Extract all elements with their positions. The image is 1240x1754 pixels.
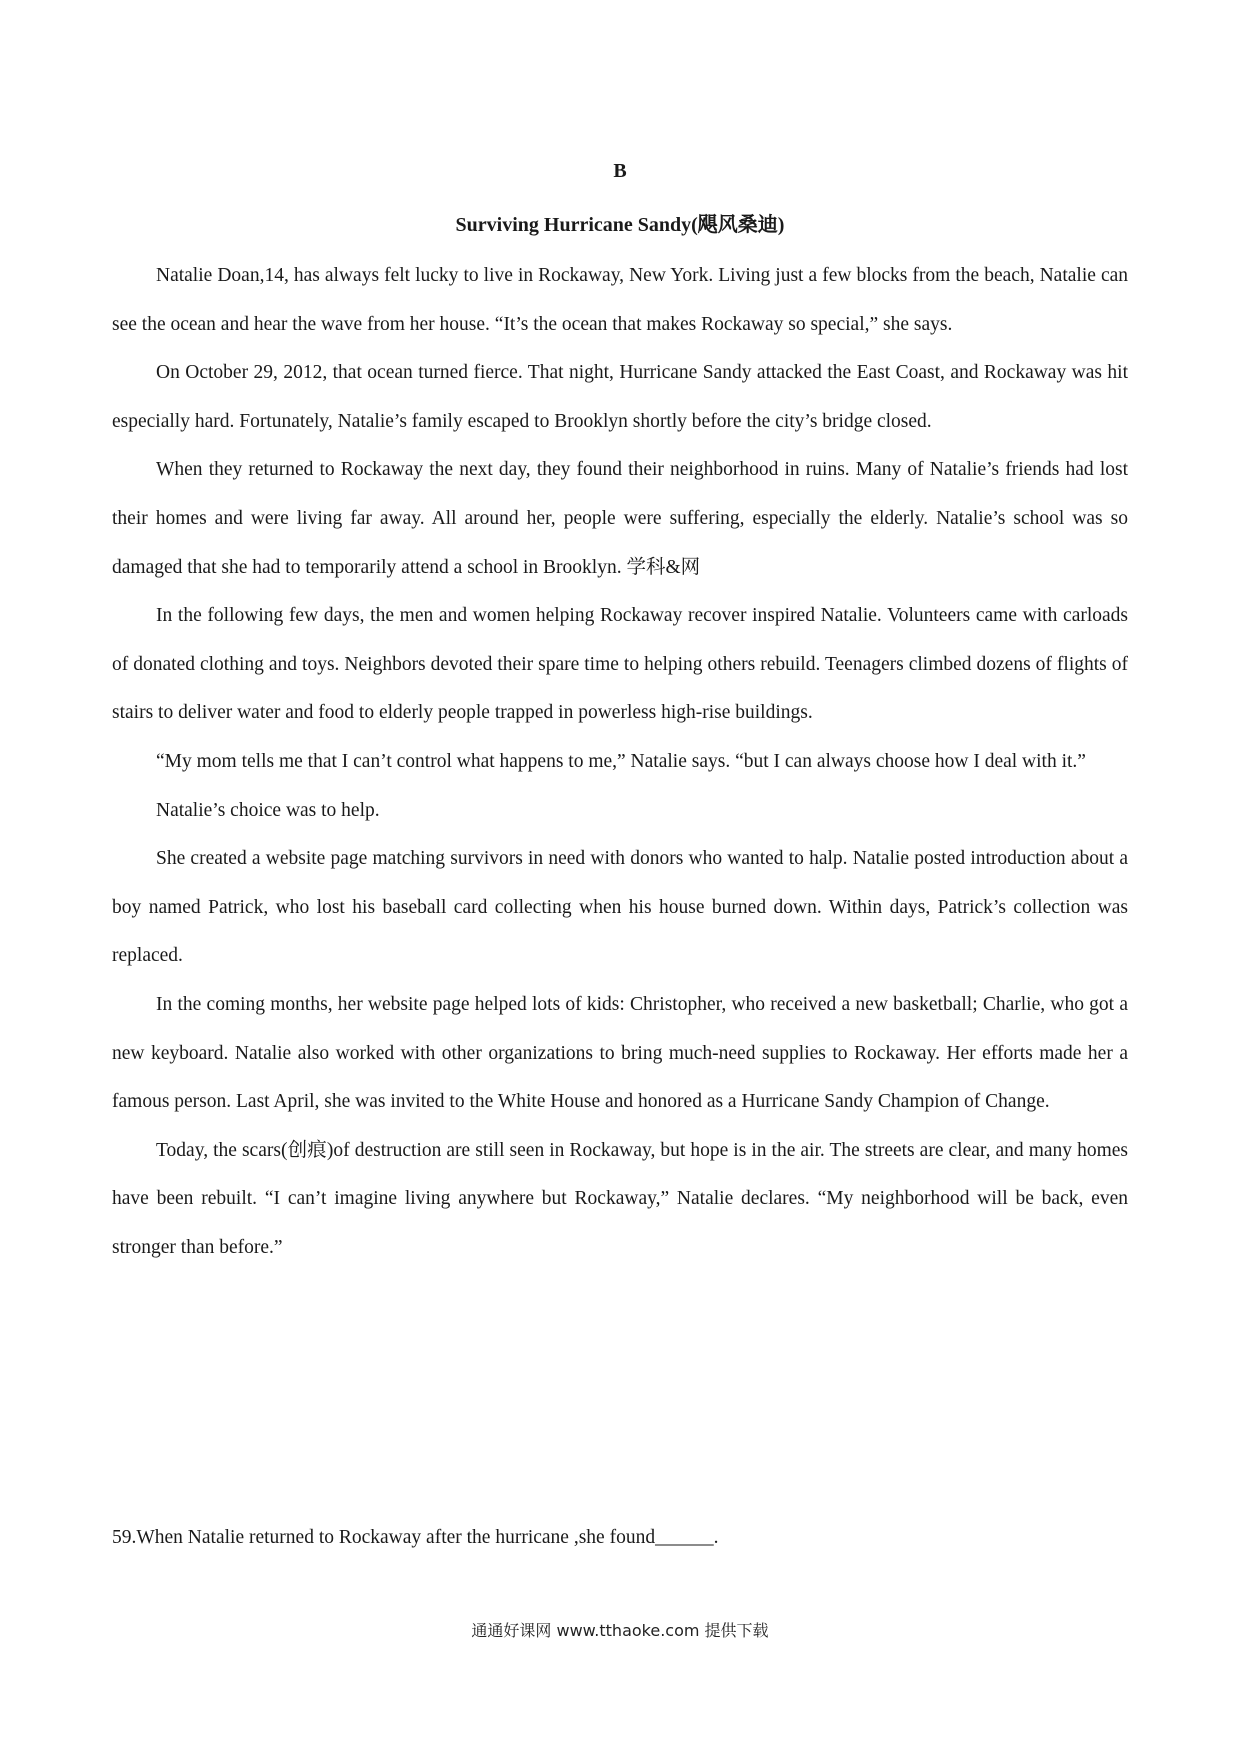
paragraph-8: In the coming months, her website page helped lots of kids: Christopher, who received a new basketball; Charlie, who got a new keyboard. Natalie also worked with other organizations to bring much-need supplies to Rockaway. Her efforts made her a famous person. Last April, she was invited to the White House and honored as a Hurricane Sandy Champion of Change. <box>112 993 1128 1113</box>
paragraph-9: Today, the scars(创痕)of destruction are still seen in Rockaway, but hope is in the air. The streets are clear, and many homes have been rebuilt. “I can’t imagine living anywhere but Rockaway,” Natalie declares. “My neighborhood will be back, even stronger than before.” <box>112 1139 1128 1258</box>
paragraph-7: She created a website page matching survivors in need with donors who wanted to halp. Natalie posted introduction about a boy named Patrick, who lost his baseball card collecting when his house burned down. Within days, Patrick’s collection was replaced. <box>112 848 1128 967</box>
article-body <box>112 252 1128 1272</box>
question-59: 59.When Natalie returned to Rockaway after the hurricane ,she found______. <box>112 1527 719 1548</box>
paragraph-6: Natalie’s choice was to help. <box>156 799 380 821</box>
section-letter: B <box>613 160 627 182</box>
paragraph-3: When they returned to Rockaway the next day, they found their neighborhood in ruins. Many of Natalie’s friends had lost their homes and were living far away. All around her, people were suffering, especially the elderly. Natalie’s school was so damaged that she had to temporarily attend a school in Brooklyn. 学科&网 <box>112 459 1128 578</box>
paragraph-4: In the following few days, the men and women helping Rockaway recover inspired Natalie. Volunteers came with carloads of donated clothing and toys. Neighbors devoted their spare time to helping others rebuild. Teenagers climbed dozens of flights of stairs to deliver water and food to elderly people trapped in powerless high-rise buildings. <box>112 605 1128 724</box>
paragraph-5: “My mom tells me that I can’t control what happens to me,” Natalie says. “but I can always choose how I deal with it.” <box>156 750 1086 772</box>
paragraph-2: On October 29, 2012, that ocean turned fierce. That night, Hurricane Sandy attacked the East Coast, and Rockaway was hit especially hard. Fortunately, Natalie’s family escaped to Brooklyn shortly before the city’s bridge closed. <box>112 362 1128 432</box>
paragraph-1: Natalie Doan,14, has always felt lucky to live in Rockaway, New York. Living just a few blocks from the beach, Natalie can see the ocean and hear the wave from her house. “It’s the ocean that makes Rockaway so special,” she says. <box>112 265 1128 335</box>
article-title: Surviving Hurricane Sandy(飓风桑迪) <box>455 214 785 236</box>
page-footer: 通通好课网 www.tthaoke.com 提供下载 <box>471 1621 769 1640</box>
